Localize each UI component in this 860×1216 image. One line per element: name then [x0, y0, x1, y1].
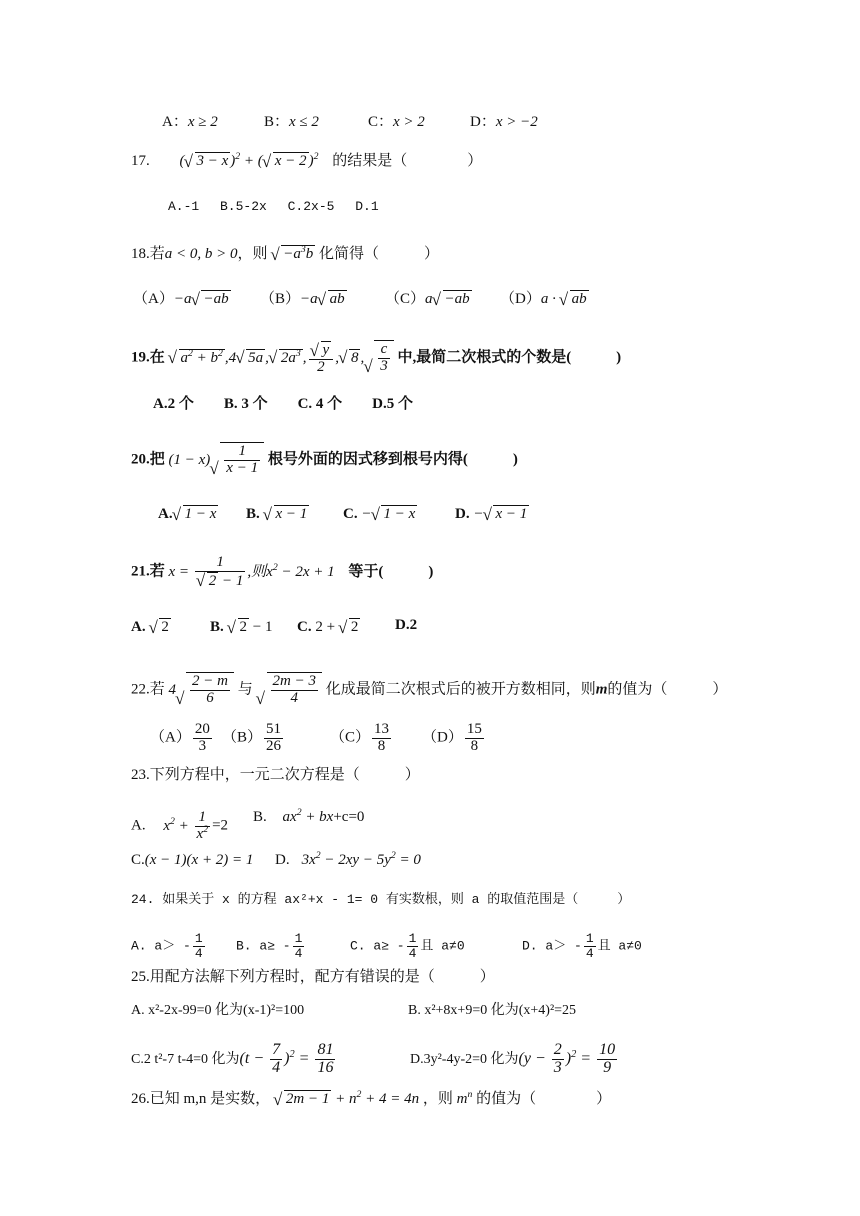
q23-stem: 23.下列方程中，一元二次方程是（ ） — [131, 767, 420, 783]
q19-stem: 19.在 √ $a^2 + b^2$ ,4√ 5a ,√ $2a^3$ , √ $\frac{y}{2}$ ,√ 8 , √ $\frac{c}{3}$ 中,最简二次根式的个数是( ) — [131, 340, 621, 376]
q17-stem: 17. (√ 3 − x )$^2$ + (√ x − 2 )$^2$ 的结果是（ ） — [131, 152, 482, 169]
q25-stem: 25.用配方法解下列方程时，配方有错误的是（ ） — [131, 969, 495, 985]
q22-stem: 22.若 4 √ $\frac{2 - m}{6}$ 与 √ $\frac{2m - 3}{4}$ 化成最简二次根式后的被开方数相同，则m的值为（ ） — [131, 672, 727, 707]
q19-options: A.2 个 B. 3 个 C. 4 个 D.5 个 — [153, 396, 414, 412]
q16-b: B：x ≤ 2 — [264, 114, 319, 130]
q26-stem: 26.已知 m,n 是实数， √ $2m - 1 + n^2 + 4 = 4n$ ，则 $m^n$ 的值为（ ） — [131, 1090, 611, 1107]
q16-c: C：x > 2 — [368, 114, 425, 130]
q24-stem: 24. 如果关于 x 的方程 ax²+x - 1= 0 有实数根，则 a 的取值范围是（ ） — [131, 892, 631, 907]
q16-d: D：x > −2 — [470, 114, 538, 130]
q16-a: A：x ≥ 2 — [162, 114, 218, 130]
q20-stem: 20.把 (1 − x) √ $\frac{1}{x - 1}$ 根号外面的因式移到根号内得( ) — [131, 442, 518, 477]
q17-expression: (√ 3 − x )$^2$ + (√ x − 2 )$^2$ — [180, 153, 319, 169]
q17-options: A.-1 B.5-2x C.2x-5 D.1 — [168, 199, 379, 214]
q19-radicals: √ $a^2 + b^2$ ,4√ 5a ,√ $2a^3$ , √ $\frac{y}{2}$ ,√ 8 , √ $\frac{c}{3}$ — [169, 350, 398, 366]
q18-stem: 18.若a < 0, b > 0，则 √ $-a^3b$ 化简得（ ） — [131, 245, 439, 262]
q21-stem: 21.若 x = 1 √ 2 − 1 ,则$x^2 - 2x + 1$ 等于( ) — [131, 555, 433, 590]
